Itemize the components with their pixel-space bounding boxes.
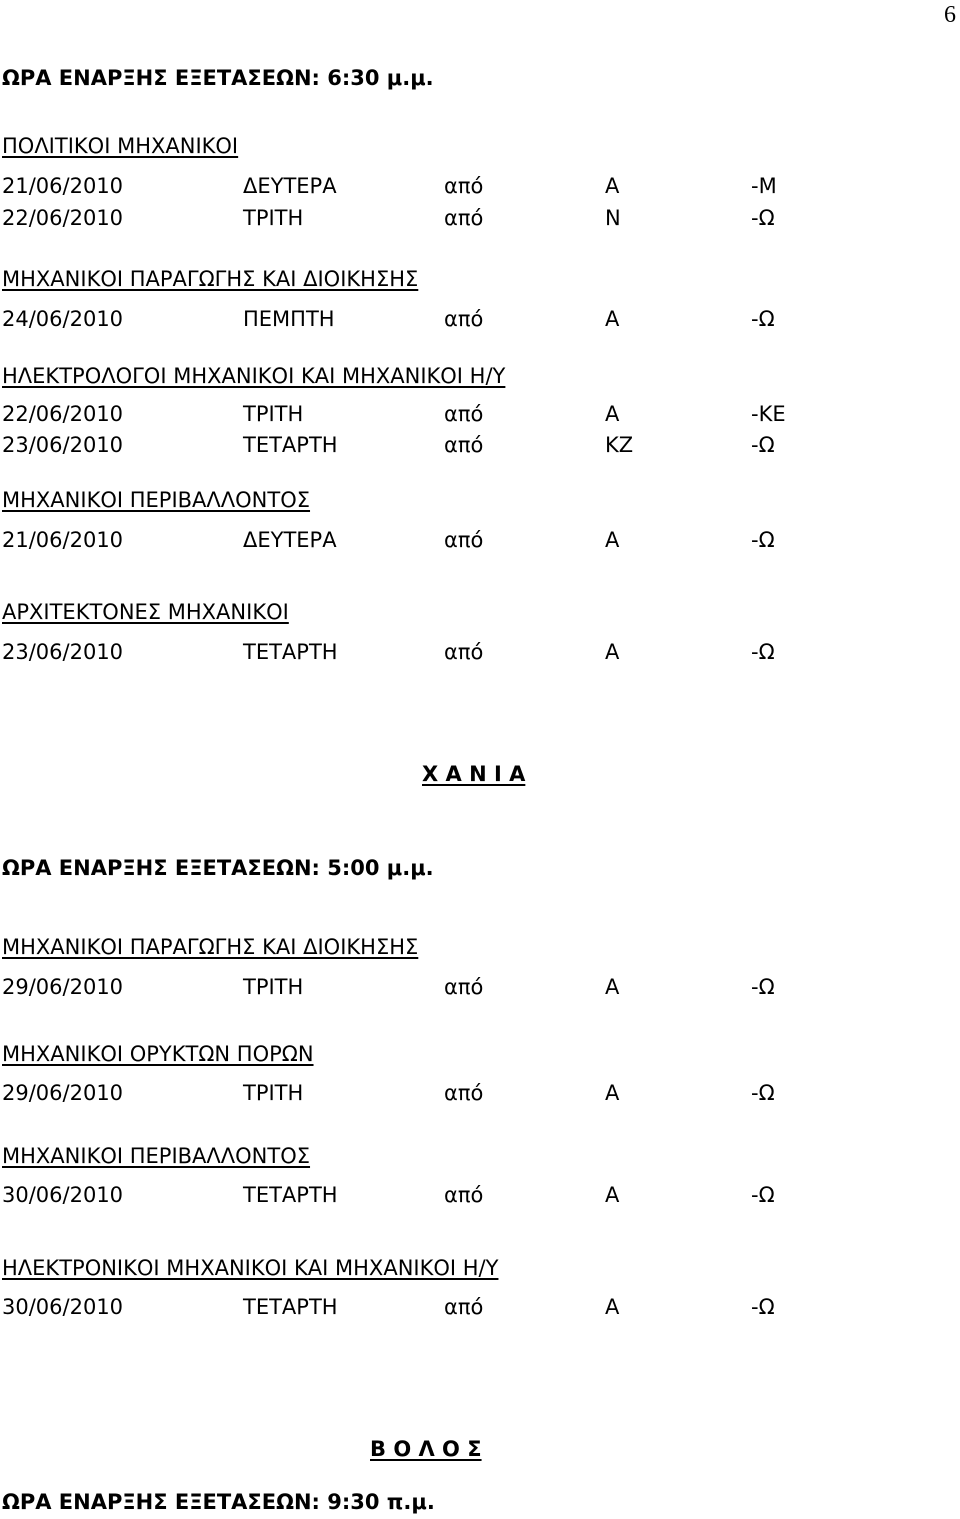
exam-day: ΔΕΥΤΕΡΑ [243,528,337,552]
surname-end: -Ω [751,1081,775,1105]
exam-date: 21/06/2010 [2,174,124,198]
surname-start: Α [605,1183,620,1207]
department-heading: ΗΛΕΚΤΡΟΛΟΓΟΙ ΜΗΧΑΝΙΚΟΙ ΚΑΙ ΜΗΧΑΝΙΚΟΙ Η/Υ [2,364,506,388]
from-label: από [444,528,484,552]
surname-start: ΚΖ [605,433,634,457]
surname-start: Α [605,402,620,426]
exam-date: 21/06/2010 [2,528,124,552]
exam-date: 30/06/2010 [2,1183,124,1207]
from-label: από [444,433,484,457]
surname-end: -Ω [751,975,775,999]
surname-start: Α [605,975,620,999]
exam-start-time: ΩΡΑ ΕΝΑΡΞΗΣ ΕΞΕΤΑΣΕΩΝ: 5:00 μ.μ. [2,856,434,880]
department-heading: ΗΛΕΚΤΡΟΝΙΚΟΙ ΜΗΧΑΝΙΚΟΙ ΚΑΙ ΜΗΧΑΝΙΚΟΙ Η/Υ [2,1256,499,1280]
surname-start: Α [605,1295,620,1319]
surname-start: Α [605,528,620,552]
exam-day: ΤΡΙΤΗ [243,206,304,230]
department-heading: ΑΡΧΙΤΕΚΤΟΝΕΣ ΜΗΧΑΝΙΚΟΙ [2,600,289,624]
department-heading: ΜΗΧΑΝΙΚΟΙ ΠΑΡΑΓΩΓΗΣ ΚΑΙ ΔΙΟΙΚΗΣΗΣ [2,935,419,959]
exam-start-time: ΩΡΑ ΕΝΑΡΞΗΣ ΕΞΕΤΑΣΕΩΝ: 6:30 μ.μ. [2,66,434,90]
surname-end: -Ω [751,206,775,230]
department-heading: ΜΗΧΑΝΙΚΟΙ ΟΡΥΚΤΩΝ ΠΟΡΩΝ [2,1042,314,1066]
page-number: 6 [944,2,956,28]
exam-day: ΤΕΤΑΡΤΗ [243,640,338,664]
surname-end: -Μ [751,174,777,198]
from-label: από [444,1295,484,1319]
exam-day: ΔΕΥΤΕΡΑ [243,174,337,198]
surname-start: Α [605,640,620,664]
city-heading-chania: Χ Α Ν Ι Α [422,762,526,786]
from-label: από [444,402,484,426]
city-heading-volos: Β Ο Λ Ο Σ [370,1437,482,1461]
from-label: από [444,206,484,230]
surname-end: -Ω [751,528,775,552]
exam-date: 30/06/2010 [2,1295,124,1319]
exam-day: ΠΕΜΠΤΗ [243,307,335,331]
exam-start-time: ΩΡΑ ΕΝΑΡΞΗΣ ΕΞΕΤΑΣΕΩΝ: 9:30 π.μ. [2,1490,435,1514]
surname-start: Α [605,307,620,331]
surname-start: Ν [605,206,621,230]
from-label: από [444,1081,484,1105]
department-heading: ΜΗΧΑΝΙΚΟΙ ΠΕΡΙΒΑΛΛΟΝΤΟΣ [2,1144,311,1168]
exam-date: 24/06/2010 [2,307,124,331]
exam-date: 29/06/2010 [2,975,124,999]
from-label: από [444,1183,484,1207]
from-label: από [444,975,484,999]
exam-date: 22/06/2010 [2,402,124,426]
exam-day: ΤΕΤΑΡΤΗ [243,1183,338,1207]
from-label: από [444,307,484,331]
surname-end: -Ω [751,640,775,664]
department-heading: ΜΗΧΑΝΙΚΟΙ ΠΑΡΑΓΩΓΗΣ ΚΑΙ ΔΙΟΙΚΗΣΗΣ [2,267,419,291]
surname-end: -Ω [751,433,775,457]
exam-date: 23/06/2010 [2,640,124,664]
from-label: από [444,174,484,198]
exam-day: ΤΡΙΤΗ [243,975,304,999]
exam-day: ΤΕΤΑΡΤΗ [243,433,338,457]
exam-day: ΤΕΤΑΡΤΗ [243,1295,338,1319]
exam-date: 29/06/2010 [2,1081,124,1105]
exam-day: ΤΡΙΤΗ [243,1081,304,1105]
department-heading: ΜΗΧΑΝΙΚΟΙ ΠΕΡΙΒΑΛΛΟΝΤΟΣ [2,488,311,512]
department-heading: ΠΟΛΙΤΙΚΟΙ ΜΗΧΑΝΙΚΟΙ [2,134,239,158]
surname-end: -Ω [751,307,775,331]
surname-start: Α [605,174,620,198]
from-label: από [444,640,484,664]
surname-end: -Ω [751,1295,775,1319]
surname-end: -Ω [751,1183,775,1207]
surname-end: -ΚΕ [751,402,786,426]
exam-day: ΤΡΙΤΗ [243,402,304,426]
surname-start: Α [605,1081,620,1105]
exam-date: 22/06/2010 [2,206,124,230]
exam-date: 23/06/2010 [2,433,124,457]
